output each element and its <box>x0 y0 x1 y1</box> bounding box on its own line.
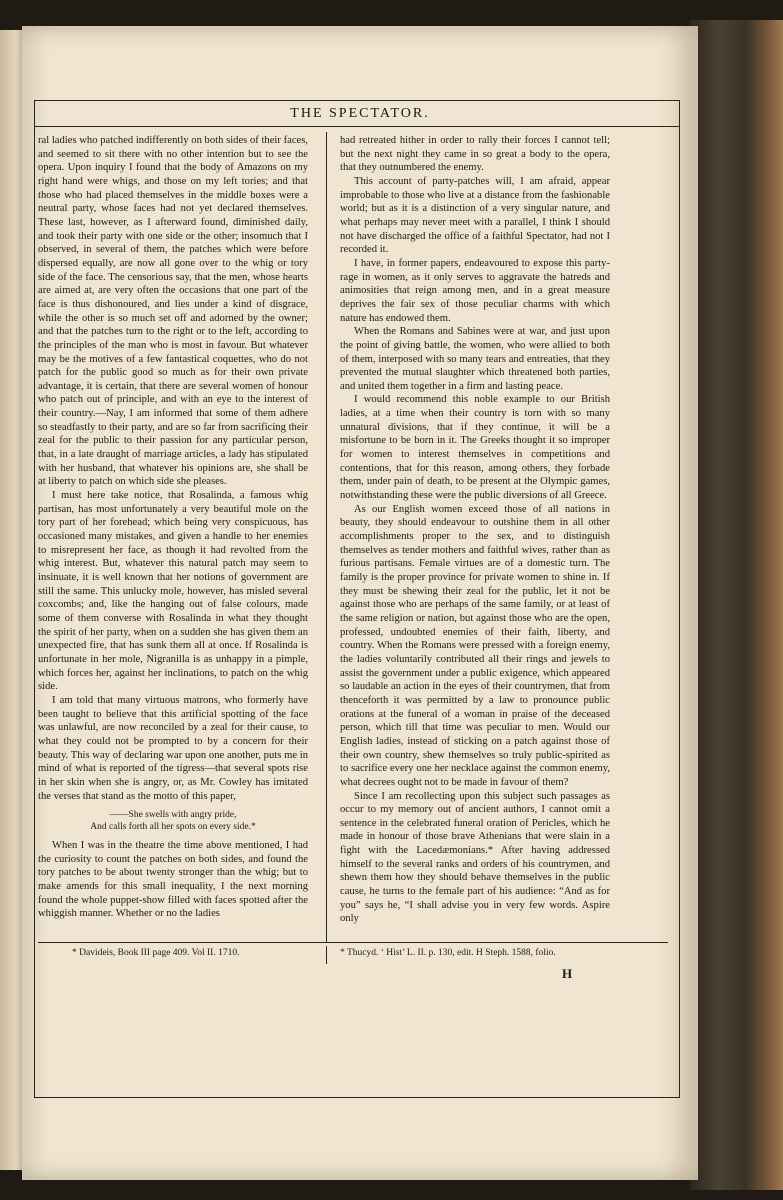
paragraph: When I was in the theatre the time above mentioned, I had the curiosity to count the patches on both sides, and found the tory patches to be about twenty stronger than the whig; but to make amends for this small inequality, I the next morning found the whole puppet-show filled with faces spotted after the whiggish manner. Whether or no the ladies <box>38 840 308 920</box>
column-divider <box>326 132 327 942</box>
running-title: THE SPECTATOR. <box>290 106 430 121</box>
paragraph: Since I am recollecting upon this subject such passages as occur to my memory out of ancient authors, I cannot omit a sentence in the celebrated funeral oration of Pericles, which he made in honour of those brave Athenians that were slain in a fight with the Lacedæmonians.* After having addressed himself to the several ranks and orders of his countrymen, and shewn them how they should behave themselves in the public cause, he turns to the female part of his audience: “And as for you” says he, “I shall advise you in very few words. Aspire only <box>340 790 610 925</box>
paragraph: ral ladies who patched indifferently on both sides of their faces, and seemed to sit there with no other intention but to see the opera. Upon inquiry I found that the body of Amazons on my right hand were whigs, and those on my left tories; and that those who had placed themselves in the middle boxes were a neutral party, whose faces had not yet declared themselves. These last, however, as I afterward found, diminished daily, and took their party with one side or the other; insomuch that I observed, in several of them, the patches which were before dispersed equally, are now all gone over to the whig or tory side of the face. The censorious say, that the men, whose hearts are aimed at, are very often the occasions that one part of the face is thus dishonoured, and lies under a kind of disgrace, while the other is so much set off and adorned by the owner; and that the patches turn to the right or to the left, according to the principles of the man who is most in favour. But whatever may be the motives of a few fantastical coquettes, who do not patch for the public good so much as for their own private advantage, it is certain, that there are several women of honour who patch out of principle, and with an eye to the interest of their country.—Nay, I am informed that some of them adhere so steadfastly to their party, and are so far from sacrificing their zeal for the public to their passion for any particular person, that, in a late draught of marriage articles, a lady has stipulated with her husband, that whatever his opinions are, she shall be at liberty to patch on which side she pleases. <box>38 135 308 488</box>
motto-line: And calls forth all her spots on every side.* <box>90 822 256 833</box>
paragraph: I must here take notice, that Rosalinda, a famous whig partisan, has most unfortunately a very beautiful mole on the tory part of her forehead; which being very conspicuous, has occasioned many mistakes, and given a handle to her enemies to misrepresent her face, as though it had revolted from the whig interest. But, whatever this natural patch may seem to insinuate, it is well known that her notions of government are still the same. This unlucky mole, however, has misled several coxcombs; and, like the hanging out of false colours, made some of them converse with Rosalinda in what they thought the spirit of her party, when on a sudden she has given them an unexpected fire, that has sunk them all at once. If Rosalinda is unfortunate in her mole, Nigranilla is as unhappy in a pimple, which forces her, against her inclinations, to patch on the whig side. <box>38 490 308 693</box>
paragraph: I would recommend this noble example to our British ladies, at a time when their country is torn with so many unnatural divisions, that if they continue, it will be a misfortune to be born in it. The Greeks thought it so improper for women to interest themselves in competitions and contentions, that for this reason, among others, they forbade them, under pain of death, to be present at the Olympic games, notwithstanding these were the public diversions of all Greece. <box>340 394 610 502</box>
paragraph: had retreated hither in order to rally their forces I cannot tell; but the next night they came in so great a body to the opera, that they outnumbered the enemy. <box>340 135 610 174</box>
footnote-left: * Davideis, Book III page 409. Vol II. 1710. <box>72 948 240 958</box>
footnote-divider <box>326 946 327 964</box>
signature-mark: H <box>562 966 573 981</box>
paragraph: I have, in former papers, endeavoured to expose this party-rage in women, as it only serves to aggravate the hatreds and animosities that reign among men, and in a great measure deprives the fair sex of those peculiar charms with which nature has endowed them. <box>340 257 610 324</box>
motto-line: ——She swells with angry pride, <box>109 810 237 821</box>
header-rule <box>34 126 680 127</box>
paragraph: As our English women exceed those of all nations in beauty, they should endeavour to outshine them in all other accomplishments proper to the sex, and to distinguish themselves as tender mothers and faithful wives, rather than as furious partisans. Female virtues are of a domestic turn. The family is the proper province for private women to shine in. If they must be shewing their zeal for the public, let it not be against those who are perhaps of the same family, or at least of the same religion or nation, but against those who are the open, professed, undoubted enemies of their faith, liberty, and country. When the Romans were pressed with a foreign enemy, the ladies voluntarily contributed all their rings and jewels to assist the government under a public exigence, which appeared so laudable an action in the eyes of their countrymen, that from thenceforth it was permitted by a law to pronounce public orations at the funeral of a woman in praise of the deceased person, which till that time was peculiar to men. Would our English ladies, instead of sticking on a patch against those of their own country, shew themselves so truly public-spirited as to sacrifice every one her necklace against the common enemy, what decrees ought not to be made in favour of them? <box>340 503 610 788</box>
motto-verse <box>38 809 308 833</box>
book-page <box>22 26 698 1180</box>
book-spine <box>690 20 783 1190</box>
right-column <box>340 134 610 934</box>
paragraph: When the Romans and Sabines were at war, and just upon the point of giving battle, the women, who were allied to both of them, interposed with so many tears and entreaties, that they prevented the mutual slaughter which threatened both parties, and united them together in a firm and lasting peace. <box>340 326 610 392</box>
left-column <box>38 134 308 934</box>
footnote-right: * Thucyd. ‘ Hist’ L. II. p. 130, edit. H Steph. 1588, folio. <box>340 948 556 958</box>
footnote-rule <box>38 942 668 943</box>
paragraph: I am told that many virtuous matrons, who formerly have been taught to believe that this artificial spotting of the face was unlawful, are now reconciled by a zeal for their cause, to what they could not be prompted to by a concern for their beauty. This way of declaring war upon one another, puts me in mind of what is reported of the tigress—that several spots rise in her skin when she is angry, or, as Mr. Cowley has imitated the verses that stand as the motto of this paper, <box>38 694 308 802</box>
paragraph: This account of party-patches will, I am afraid, appear improbable to those who live at a distance from the fashionable world; but as it is a distinction of a very singular nature, and what perhaps may never meet with a parallel, I think I should not have discharged the office of a faithful Spectator, had not I recorded it. <box>340 175 610 256</box>
